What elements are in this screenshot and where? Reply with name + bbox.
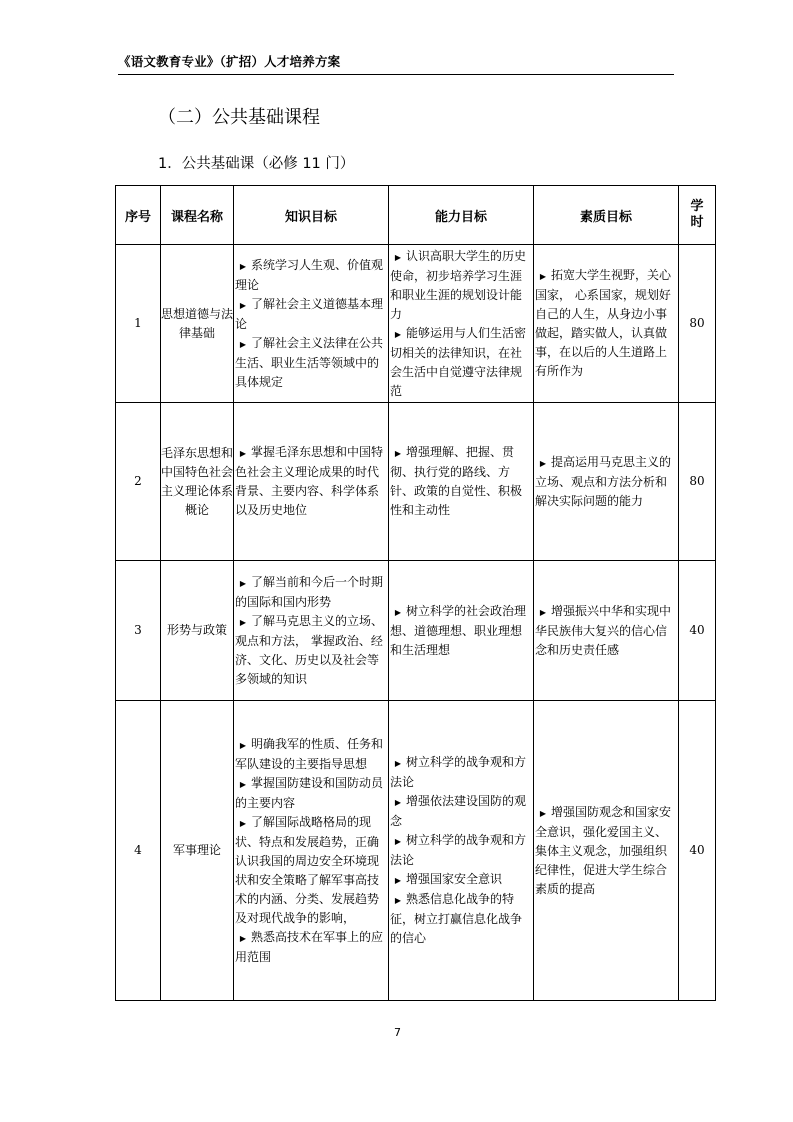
column-header-hours (679, 186, 716, 245)
bullet-item (535, 453, 677, 511)
bullet-text: 了解当前和今后一个时期的国际和国内形势 (235, 574, 384, 609)
column-header-hours-line1: 学 (690, 199, 704, 214)
arrow-bullet-icon: ▶ (539, 607, 547, 617)
arrow-bullet-icon: ▶ (239, 300, 247, 310)
course-table (115, 185, 716, 1001)
cell-quality (534, 403, 679, 561)
page-number: 7 (394, 1026, 401, 1039)
bullet-text: 系统学习人生观、价值观理论 (235, 257, 384, 292)
bullet-item (390, 831, 532, 870)
arrow-bullet-icon: ▶ (394, 607, 402, 617)
cell-quality (534, 245, 679, 403)
arrow-bullet-icon: ▶ (239, 818, 247, 828)
arrow-bullet-icon: ▶ (394, 798, 402, 807)
bullet-item (390, 890, 532, 948)
bullet-text: 树立科学的战争观和方法论 (390, 833, 527, 867)
arrow-bullet-icon: ▶ (394, 329, 402, 339)
cell-knowledge (234, 561, 389, 701)
table-row (116, 245, 716, 403)
arrow-bullet-icon: ▶ (394, 449, 402, 458)
bullet-text: 了解社会主义道德基本理论 (235, 296, 384, 331)
bullet-item (235, 735, 387, 774)
cell-course-name: 形势与政策 (161, 561, 234, 701)
arrow-bullet-icon: ▶ (239, 339, 247, 349)
arrow-bullet-icon: ▶ (239, 449, 247, 458)
arrow-bullet-icon: ▶ (394, 252, 402, 262)
cell-course-name: 军事理论 (161, 701, 234, 1001)
column-header-name: 课程名称 (161, 186, 234, 245)
column-header-quality: 素质目标 (534, 186, 679, 245)
bullet-item (235, 774, 387, 813)
bullet-item (235, 295, 387, 334)
cell-knowledge (234, 403, 389, 561)
arrow-bullet-icon: ▶ (239, 933, 247, 943)
cell-knowledge (234, 245, 389, 403)
bullet-item (235, 928, 387, 967)
column-header-ability: 能力目标 (389, 186, 534, 245)
cell-no: 2 (116, 403, 161, 561)
arrow-bullet-icon: ▶ (239, 261, 247, 271)
bullet-text: 增强振兴中华和实现中华民族伟大复兴的信心信念和历史责任感 (535, 603, 672, 657)
cell-course-name: 毛泽东思想和中国特色社会主义理论体系概论 (161, 403, 234, 561)
bullet-text: 提高运用马克思主义的立场、观点和方法分析和解决实际问题的能力 (535, 454, 672, 508)
bullet-item (235, 256, 387, 295)
bullet-text: 明确我军的性质、任务和军队建设的主要指导思想 (235, 736, 384, 771)
bullet-text: 掌握国防建设和国防动员的主要内容 (235, 775, 384, 810)
subsection-title: 1．公共基础课（必修 11 门） (158, 156, 355, 172)
arrow-bullet-icon: ▶ (394, 876, 402, 885)
arrow-bullet-icon: ▶ (239, 740, 247, 750)
table-header-row (116, 186, 716, 245)
cell-quality (534, 701, 679, 1001)
bullet-text: 了解马克思主义的立场、观点和方法， 掌握政治、经济、文化、历史以及社会等多领域的知识 (235, 613, 384, 686)
bullet-item (390, 324, 532, 401)
bullet-text: 树立科学的社会政治理想、道德理想、职业理想和生活理想 (390, 603, 527, 657)
bullet-text: 增强理解、把握、贯彻、执行党的路线、方针、政策的自觉性、积极性和主动性 (390, 445, 523, 517)
cell-no: 4 (116, 701, 161, 1001)
bullet-text: 增强国防观念和国家安全意识，强化爱国主义、集体主义观念，加强组织纪律性，促进大学生综合素质的提高 (535, 804, 672, 896)
table-row (116, 561, 716, 701)
cell-ability (389, 403, 534, 561)
arrow-bullet-icon: ▶ (394, 837, 402, 846)
arrow-bullet-icon: ▶ (394, 896, 402, 905)
arrow-bullet-icon: ▶ (239, 578, 247, 588)
arrow-bullet-icon: ▶ (539, 458, 547, 468)
bullet-item (535, 602, 677, 660)
arrow-bullet-icon: ▶ (539, 272, 547, 281)
bullet-text: 树立科学的战争观和方法论 (390, 755, 527, 789)
column-header-knowledge: 知识目标 (234, 186, 389, 245)
column-header-hours-line2: 时 (690, 215, 704, 230)
bullet-item (235, 443, 387, 520)
cell-hours: 80 (679, 245, 716, 403)
table-row (116, 701, 716, 1001)
column-header-no: 序号 (116, 186, 161, 245)
table-row (116, 403, 716, 561)
bullet-item (390, 443, 532, 520)
bullet-item (235, 573, 387, 612)
cell-ability (389, 701, 534, 1001)
bullet-text: 增强依法建设国防的观念 (390, 794, 527, 828)
bullet-text: 掌握毛泽东思想和中国特色社会主义理论成果的时代背景、主要内容、科学体系以及历史地位 (235, 445, 384, 517)
bullet-text: 了解国际战略格局的现状、特点和发展趋势，正确认识我国的周边安全环境现状和安全策略了解军事高技术的内涵、分类、发展趋势及对现代战争的影响， (235, 814, 380, 925)
bullet-text: 增强国家安全意识 (406, 872, 503, 886)
cell-hours: 40 (679, 701, 716, 1001)
bullet-text: 能够运用与人们生活密切相关的法律知识，在社会生活中自觉遵守法律规范 (390, 325, 527, 398)
cell-no: 3 (116, 561, 161, 701)
bullet-text: 熟悉信息化战争的特征，树立打赢信息化战争的信心 (390, 892, 523, 945)
bullet-item (390, 602, 532, 660)
bullet-item (390, 753, 532, 792)
cell-knowledge (234, 701, 389, 1001)
bullet-item (390, 247, 532, 324)
bullet-text: 认识高职大学生的历史使命，初步培养学习生涯和职业生涯的规划设计能力 (390, 248, 527, 321)
cell-quality (534, 561, 679, 701)
cell-hours: 80 (679, 403, 716, 561)
bullet-item (390, 870, 532, 890)
cell-no: 1 (116, 245, 161, 403)
arrow-bullet-icon: ▶ (239, 779, 247, 789)
bullet-item (535, 803, 677, 899)
bullet-text: 熟悉高技术在军事上的应用范围 (235, 929, 384, 964)
bullet-text: 了解社会主义法律在公共生活、职业生活等领域中的具体规定 (235, 335, 384, 389)
arrow-bullet-icon: ▶ (539, 808, 547, 818)
header-rule (118, 74, 674, 75)
arrow-bullet-icon: ▶ (394, 759, 402, 768)
cell-ability (389, 561, 534, 701)
bullet-text: 拓宽大学生视野，关心国家， 心系国家，规划好自己的人生，从身边小事做起，踏实做人，认真做事，在以后的人生道路上有所作为 (535, 268, 672, 378)
bullet-item (390, 792, 532, 831)
bullet-item (235, 334, 387, 392)
cell-ability (389, 245, 534, 403)
arrow-bullet-icon: ▶ (239, 617, 247, 627)
bullet-item (535, 266, 677, 381)
section-title: （二）公共基础课程 (158, 107, 320, 128)
document-header: 《语文教育专业》（扩招）人才培养方案 (118, 54, 341, 69)
bullet-item (235, 813, 387, 928)
bullet-item (235, 612, 387, 689)
cell-hours: 40 (679, 561, 716, 701)
cell-course-name: 思想道德与法律基础 (161, 245, 234, 403)
